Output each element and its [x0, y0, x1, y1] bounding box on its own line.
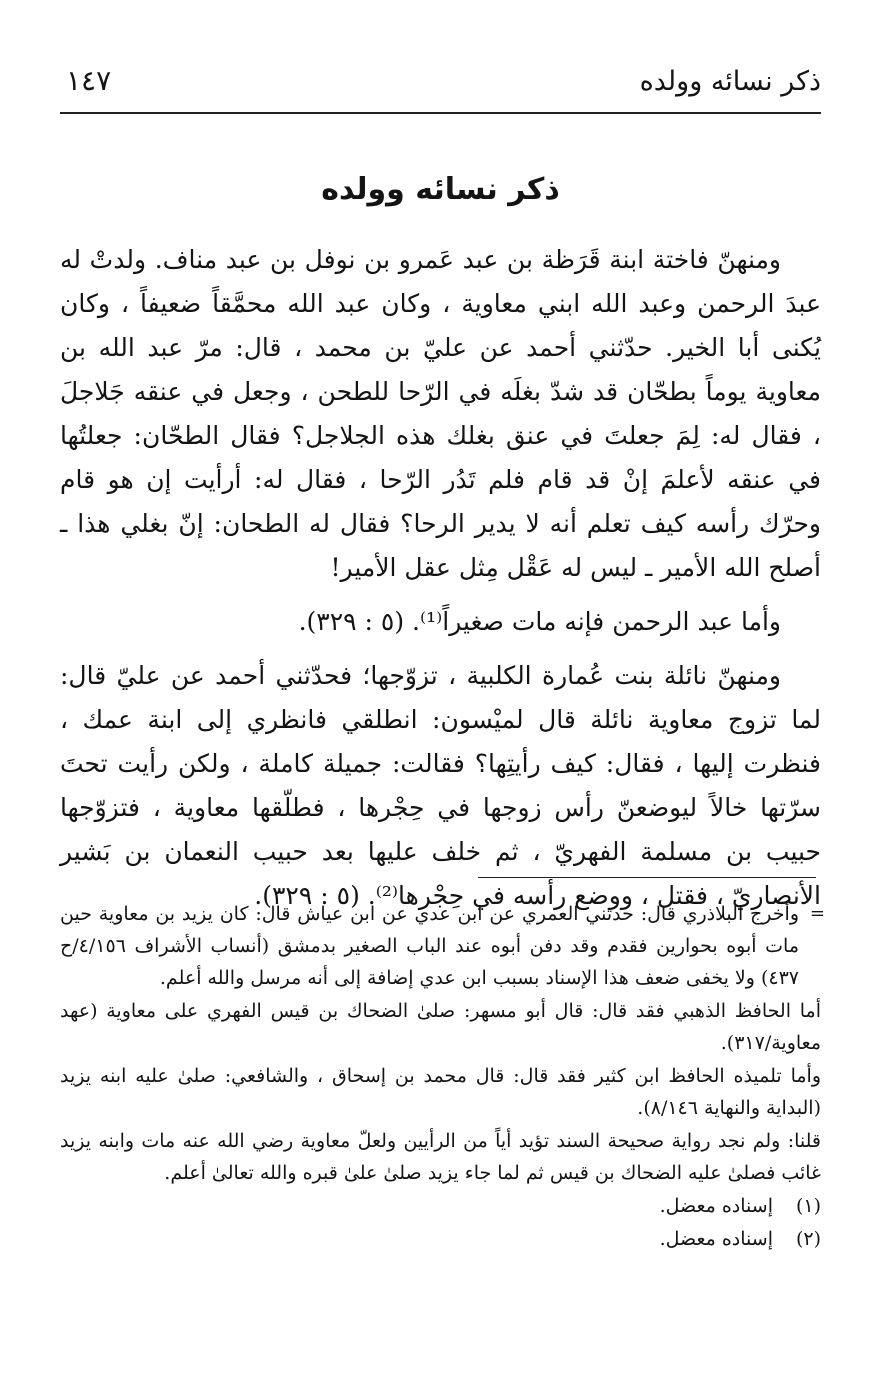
footnote-2-number: (٢): [795, 1228, 821, 1250]
running-title: ذكر نسائه وولده: [639, 66, 821, 97]
continuation-marker: =: [809, 903, 825, 924]
footnote-ibn-kathir: وأما تلميذه الحافظ ابن كثير فقد قال: قال محمد بن إسحاق ، والشافعي: صلىٰ عليه ابنه يزيد (البداية والنهاية ٨/١٤٦).: [60, 1065, 821, 1119]
footnote-1-text: إسناده معضل.: [659, 1195, 773, 1217]
footnote-1-number: (١): [795, 1195, 821, 1217]
footnote-rule: [478, 877, 816, 878]
page-header: [60, 62, 821, 106]
footnote-continuation-text: وأخرج البلاذري قال: حدثني العمري عن ابن عدي عن ابن عياش قال: كان يزيد بن معاوية حين مات أبوه بحوارين فقدم وقد دفن أبوه عند الباب الصغير بدمشق (أنساب الأشراف ٤/١٥٦/ح ٤٣٧) ولا يخفى ضعف هذا الإسناد بسبب ابن عدي إضافة إلى أنه مرسل والله أعلم.: [60, 903, 799, 989]
footnote-conclusion: قلنا: ولم نجد رواية صحيحة السند تؤيد أياً من الرأيين ولعلّ معاوية رضي الله عنه مات وابنه يزيد غائب فصلىٰ عليه الضحاك بن قيس ثم لما جاء يزيد صلىٰ علىٰ قبره والله تعالىٰ أعلم.: [60, 1130, 821, 1184]
footnote-2: [60, 1223, 821, 1255]
footnotes: [60, 898, 825, 1256]
paragraph-abdulrahman: وأما عبد الرحمن فإنه مات صغيراً⁽¹⁾. (٥ : ٣٢٩).: [298, 607, 781, 636]
paragraph-fakhita: ومنهنّ فاختة ابنة قَرَظة بن عبد عَمرو بن نوفل بن عبد مناف. ولدتْ له عبدَ الرحمن وعبد الله ابني معاوية ، وكان عبد الله محمَّقاً ضعيفاً ، وكان يُكنى أبا الخير. حدّثني أحمد عن عليّ بن محمد ، قال: مرّ عبد الله بن معاوية يوماً بطحّان قد شدّ بغلَه في الرّحا للطحن ، وجعل في عنقه جَلاجلَ ، فقال له: لِمَ جعلتَ في عنق بغلك هذه الجلاجل؟ فقال الطحّان: جعلتُها في عنقه لأعلمَ إنْ قد قام فلم تَدُر الرّحا ، فقال له: أرأيت إن هو قام وحرّك رأسه كيف تعلم أنه لا يدير الرحا؟ فقال له الطحان: إنّ بغلي هذا ـ أصلح الله الأمير ـ ليس له عَقْل مِثل عقل الأمير!: [60, 245, 822, 582]
paragraph-naila: ومنهنّ نائلة بنت عُمارة الكلبية ، تزوّجها؛ فحدّثني أحمد عن عليّ قال: لما تزوج معاوية نائلة قال لميْسون: انطلقي فانظري إلى ابنة عمك ، فنظرت إليها ، فقال: كيف رأيتِها؟ فقالت: جميلة كاملة ، ولكن رأيت تحتَ سرّتها خالاً ليوضعنّ رأس زوجها في حِجْرها ، فطلّقها معاوية ، فتزوّجها حبيب بن مسلمة الفهريّ ، ثم خلف عليها بعد حبيب النعمان بن بَشير الأنصاريّ ، فقتل ، ووضع رأسه في حِجْرها⁽²⁾. (٥ : ٣٢٩).: [60, 661, 822, 910]
main-text: [60, 238, 821, 928]
footnote-continuation: [60, 898, 825, 994]
footnote-2-text: إسناده معضل.: [659, 1228, 773, 1250]
header-rule: [60, 112, 821, 114]
footnote-dhahabi: أما الحافظ الذهبي فقد قال: قال أبو مسهر: صلىٰ الضحاك بن قيس الفهري على معاوية (عهد معاوية/٣١٧).: [60, 1000, 821, 1054]
chapter-title: ذكر نسائه وولده: [321, 172, 560, 207]
footnote-1: [60, 1190, 821, 1222]
page-number: ١٤٧: [66, 64, 112, 97]
